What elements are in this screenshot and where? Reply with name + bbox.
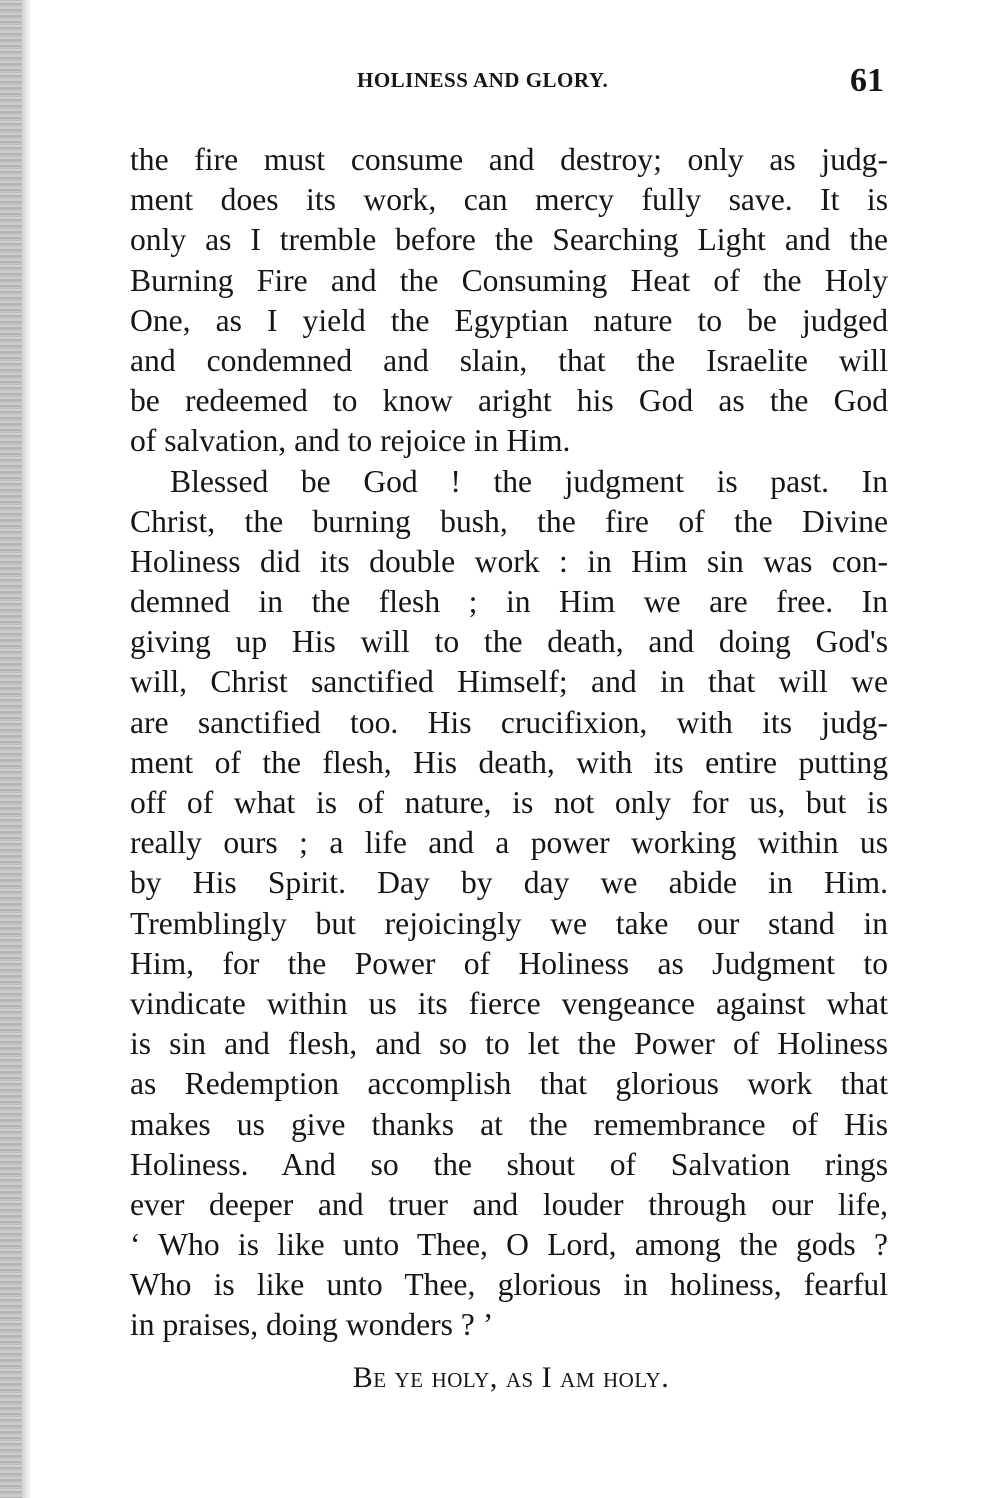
text-line: Him, for the Power of Holiness as Judgment to <box>130 945 888 981</box>
text-line: and condemned and slain, that the Israelite will <box>130 342 888 378</box>
text-line: really ours ; a life and a power working within us <box>130 825 888 861</box>
body-text <box>130 140 888 1346</box>
text-line: Holiness. And so the shout of Salvation rings <box>130 1146 888 1182</box>
text-line: are sanctified too. His crucifixion, with its judg- <box>130 704 888 740</box>
running-title: HOLINESS AND GLORY. <box>357 68 609 92</box>
text-line: is sin and flesh, and so to let the Power of Holiness <box>130 1026 888 1062</box>
text-line: demned in the flesh ; in Him we are free. In <box>130 584 888 620</box>
page-gutter-shadow <box>0 0 22 1498</box>
page-header <box>130 62 890 102</box>
text-line: Christ, the burning bush, the fire of the Divine <box>130 503 888 539</box>
text-line: ment does its work, can mercy fully save. It is <box>130 182 888 218</box>
text-line: Burning Fire and the Consuming Heat of the Holy <box>130 262 888 298</box>
text-line: ment of the flesh, His death, with its entire putting <box>130 744 888 780</box>
text-line: ever deeper and truer and louder through our life, <box>130 1186 888 1222</box>
text-line: by His Spirit. Day by day we abide in Him. <box>130 865 888 901</box>
text-line: the fire must consume and destroy; only as judg- <box>130 142 888 177</box>
text-line: giving up His will to the death, and doing God's <box>130 624 888 660</box>
text-line: Who is like unto Thee, glorious in holiness, fearful <box>130 1267 888 1303</box>
text-line: as Redemption accomplish that glorious work that <box>130 1066 888 1102</box>
text-line: One, as I yield the Egyptian nature to be judged <box>130 302 888 338</box>
page-number: 61 <box>850 62 884 99</box>
text-line: off of what is of nature, is not only for us, but is <box>130 785 888 820</box>
text-line: Tremblingly but rejoicingly we take our stand in <box>130 905 888 941</box>
text-line: of salvation, and to rejoice in Him. <box>130 423 571 459</box>
text-line: only as I tremble before the Searching Light and the <box>130 222 888 258</box>
text-line: makes us give thanks at the remembrance of His <box>130 1106 888 1142</box>
text-line: vindicate within us its fierce vengeance against what <box>130 985 888 1021</box>
text-line: will, Christ sanctified Himself; and in that will we <box>130 664 888 700</box>
text-line: Holiness did its double work : in Him sin was con- <box>130 543 888 579</box>
closing-line: Be ye holy, as I am holy. <box>352 1361 670 1394</box>
text-line: ‘ Who is like unto Thee, O Lord, among the gods ? <box>130 1227 888 1263</box>
paragraph-start-line: Blessed be God ! the judgment is past. In <box>170 463 888 499</box>
text-line: be redeemed to know aright his God as the God <box>130 383 888 419</box>
text-line: in praises, doing wonders ? ’ <box>130 1307 494 1343</box>
